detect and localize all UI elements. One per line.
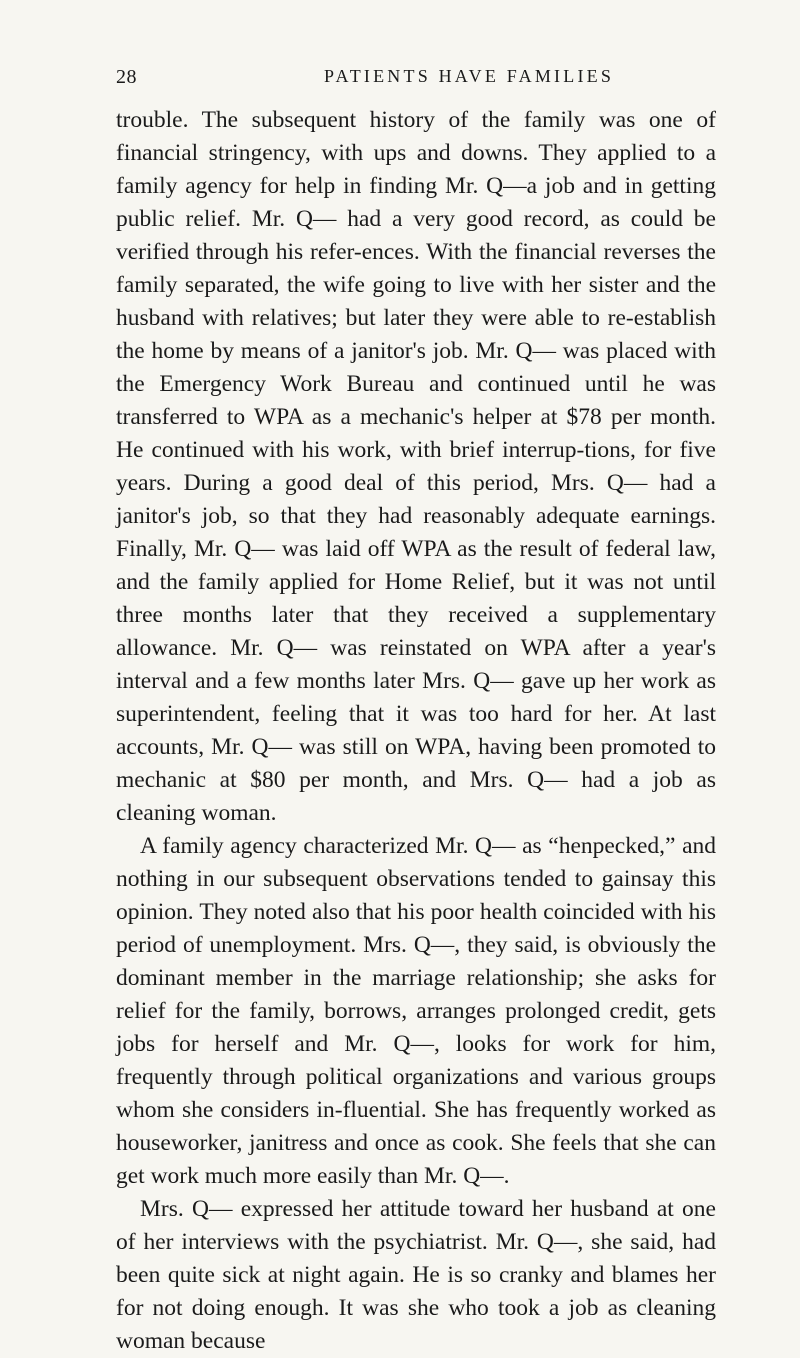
running-title: PATIENTS HAVE FAMILIES (323, 66, 615, 86)
page-number: 28 (116, 66, 137, 88)
paragraph: trouble. The subsequent history of the family was one of financial stringency, with ups and downs. They applied to a family agency for help in finding Mr. Q—a job and in getting public relief. Mr. Q— had a very good record, as could be verified through his refer-ences. With the financial reverses the family separated, the wife going to live with her sister and the husband with relatives; but later they were able to re-establish the home by means of a janitor's job. Mr. Q— was placed with the Emergency Work Bureau and continued until he was transferred to WPA as a mechanic's helper at $78 per month. He continued with his work, with brief interrup-tions, for five years. During a good deal of this period, Mrs. Q— had a janitor's job, so that they had reasonably adequate earnings. Finally, Mr. Q— was laid off WPA as the result of federal law, and the family applied for Home Relief, but it was not until three months later that they received a supplementary allowance. Mr. Q— was reinstated on WPA after a year's interval and a few months later Mrs. Q— gave up her work as superintendent, feeling that it was too hard for her. At last accounts, Mr. Q— was still on WPA, having been promoted to mechanic at $80 per month, and Mrs. Q— had a job as cleaning woman. (116, 107, 716, 826)
running-header (116, 66, 712, 94)
paragraph: Mrs. Q— expressed her attitude toward her husband at one of her interviews with the psychiatrist. Mr. Q—, she said, had been quite sick at night again. He is so cranky and blames her for not doing enough. It was she who took a job as cleaning woman because (116, 1196, 716, 1354)
paragraph: A family agency characterized Mr. Q— as “henpecked,” and nothing in our subsequent observations tended to gainsay this opinion. They noted also that his poor health coincided with his period of unemployment. Mrs. Q—, they said, is obviously the dominant member in the marriage relationship; she asks for relief for the family, borrows, arranges prolonged credit, gets jobs for herself and Mr. Q—, looks for work for him, frequently through political organizations and various groups whom she considers in-fluential. She has frequently worked as houseworker, janitress and once as cook. She feels that she can get work much more easily than Mr. Q—. (116, 833, 716, 1189)
body-text (116, 104, 716, 1358)
